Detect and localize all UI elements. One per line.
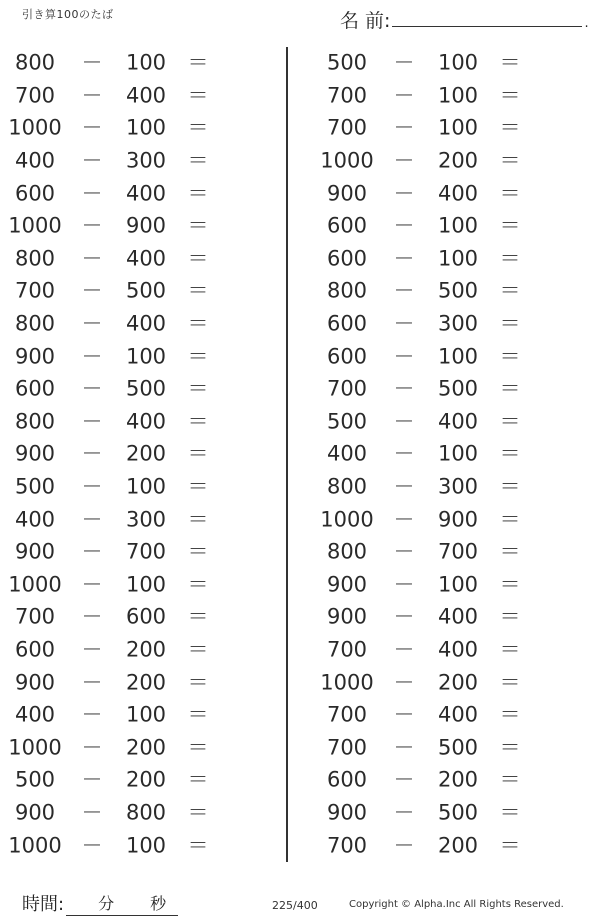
equals-sign: ＝ <box>187 833 209 858</box>
minus-sign: － <box>393 702 415 727</box>
subtrahend: 300 <box>437 311 479 336</box>
subtrahend: 700 <box>437 539 479 564</box>
subtrahend: 500 <box>125 376 167 401</box>
minuend: 600 <box>326 213 368 238</box>
minuend: 600 <box>326 344 368 369</box>
time-blank-line[interactable] <box>66 895 178 916</box>
subtrahend: 400 <box>437 702 479 727</box>
minus-sign: － <box>393 115 415 140</box>
minuend: 900 <box>14 670 56 695</box>
minuend: 800 <box>326 539 368 564</box>
minus-sign: － <box>81 344 103 369</box>
subtrahend: 400 <box>125 409 167 434</box>
subtrahend: 200 <box>437 767 479 792</box>
minuend: 1000 <box>320 148 374 173</box>
equals-sign: ＝ <box>499 148 521 173</box>
minuend: 700 <box>326 735 368 760</box>
subtrahend: 200 <box>125 637 167 662</box>
minuend: 1000 <box>8 833 62 858</box>
equals-sign: ＝ <box>499 604 521 629</box>
subtrahend: 400 <box>437 604 479 629</box>
minus-sign: － <box>393 767 415 792</box>
subtrahend: 900 <box>437 507 479 532</box>
minutes-label: 分 <box>98 894 115 913</box>
equals-sign: ＝ <box>499 572 521 597</box>
equals-sign: ＝ <box>499 409 521 434</box>
equals-sign: ＝ <box>499 833 521 858</box>
minuend: 900 <box>326 572 368 597</box>
minuend: 1000 <box>320 507 374 532</box>
subtrahend: 600 <box>125 604 167 629</box>
time-record <box>22 890 178 916</box>
subtrahend: 100 <box>437 50 479 75</box>
subtrahend: 200 <box>437 148 479 173</box>
minus-sign: － <box>393 735 415 760</box>
minus-sign: － <box>81 767 103 792</box>
equals-sign: ＝ <box>499 213 521 238</box>
minus-sign: － <box>81 833 103 858</box>
equals-sign: ＝ <box>187 83 209 108</box>
minus-sign: － <box>81 376 103 401</box>
minuend: 700 <box>14 278 56 303</box>
equals-sign: ＝ <box>187 181 209 206</box>
minus-sign: － <box>81 735 103 760</box>
page-number: 225/400 <box>272 899 318 912</box>
minus-sign: － <box>81 702 103 727</box>
minuend: 400 <box>326 441 368 466</box>
minuend: 900 <box>326 181 368 206</box>
minuend: 800 <box>326 474 368 499</box>
equals-sign: ＝ <box>499 344 521 369</box>
equals-sign: ＝ <box>187 507 209 532</box>
minus-sign: － <box>81 83 103 108</box>
subtrahend: 400 <box>125 246 167 271</box>
equals-sign: ＝ <box>499 246 521 271</box>
subtrahend: 100 <box>437 83 479 108</box>
equals-sign: ＝ <box>499 441 521 466</box>
equals-sign: ＝ <box>187 376 209 401</box>
minus-sign: － <box>81 441 103 466</box>
minuend: 700 <box>326 83 368 108</box>
subtrahend: 100 <box>125 702 167 727</box>
equals-sign: ＝ <box>499 702 521 727</box>
minus-sign: － <box>393 441 415 466</box>
minus-sign: － <box>393 604 415 629</box>
minus-sign: － <box>81 474 103 499</box>
subtrahend: 100 <box>125 115 167 140</box>
subtrahend: 900 <box>125 213 167 238</box>
minus-sign: － <box>393 670 415 695</box>
minus-sign: － <box>393 800 415 825</box>
minus-sign: － <box>81 572 103 597</box>
subtrahend: 100 <box>125 833 167 858</box>
equals-sign: ＝ <box>499 311 521 336</box>
minuend: 500 <box>326 409 368 434</box>
minus-sign: － <box>393 833 415 858</box>
equals-sign: ＝ <box>499 735 521 760</box>
minus-sign: － <box>393 572 415 597</box>
equals-sign: ＝ <box>187 409 209 434</box>
minuend: 900 <box>326 800 368 825</box>
subtrahend: 100 <box>437 213 479 238</box>
minuend: 1000 <box>8 213 62 238</box>
name-blank-line[interactable] <box>392 10 582 27</box>
minuend: 600 <box>326 311 368 336</box>
subtrahend: 100 <box>437 344 479 369</box>
subtrahend: 300 <box>125 507 167 532</box>
minus-sign: － <box>81 213 103 238</box>
equals-sign: ＝ <box>499 507 521 532</box>
time-label: 時間: <box>22 894 65 915</box>
minuend: 600 <box>14 181 56 206</box>
subtrahend: 500 <box>437 735 479 760</box>
minuend: 500 <box>14 767 56 792</box>
subtrahend: 400 <box>437 409 479 434</box>
equals-sign: ＝ <box>187 800 209 825</box>
seconds-label: 秒 <box>150 894 167 913</box>
subtrahend: 100 <box>437 115 479 140</box>
minuend: 800 <box>14 246 56 271</box>
minuend: 900 <box>326 604 368 629</box>
minus-sign: － <box>393 83 415 108</box>
equals-sign: ＝ <box>187 637 209 662</box>
equals-sign: ＝ <box>499 670 521 695</box>
equals-sign: ＝ <box>499 83 521 108</box>
minuend: 1000 <box>8 572 62 597</box>
minuend: 500 <box>326 50 368 75</box>
minus-sign: － <box>393 148 415 173</box>
subtrahend: 100 <box>125 572 167 597</box>
equals-sign: ＝ <box>499 50 521 75</box>
subtrahend: 100 <box>437 441 479 466</box>
minus-sign: － <box>393 246 415 271</box>
equals-sign: ＝ <box>499 474 521 499</box>
subtrahend: 200 <box>437 833 479 858</box>
minuend: 900 <box>14 344 56 369</box>
minuend: 700 <box>326 702 368 727</box>
worksheet-title: 引き算100のたば <box>22 8 114 21</box>
subtrahend: 300 <box>125 148 167 173</box>
minus-sign: － <box>81 604 103 629</box>
equals-sign: ＝ <box>187 148 209 173</box>
equals-sign: ＝ <box>499 637 521 662</box>
minus-sign: － <box>81 670 103 695</box>
equals-sign: ＝ <box>187 670 209 695</box>
subtrahend: 500 <box>437 376 479 401</box>
minuend: 800 <box>326 278 368 303</box>
minus-sign: － <box>81 50 103 75</box>
subtrahend: 100 <box>437 572 479 597</box>
subtrahend: 500 <box>437 800 479 825</box>
minuend: 400 <box>14 148 56 173</box>
minus-sign: － <box>393 213 415 238</box>
minuend: 700 <box>326 376 368 401</box>
subtrahend: 700 <box>125 539 167 564</box>
equals-sign: ＝ <box>187 604 209 629</box>
minus-sign: － <box>81 311 103 336</box>
equals-sign: ＝ <box>187 474 209 499</box>
minus-sign: － <box>81 278 103 303</box>
subtrahend: 100 <box>125 344 167 369</box>
equals-sign: ＝ <box>499 181 521 206</box>
subtrahend: 400 <box>437 181 479 206</box>
equals-sign: ＝ <box>187 572 209 597</box>
subtrahend: 200 <box>125 441 167 466</box>
equals-sign: ＝ <box>499 376 521 401</box>
equals-sign: ＝ <box>187 539 209 564</box>
name-end-mark: . <box>584 16 589 31</box>
minus-sign: － <box>81 409 103 434</box>
equals-sign: ＝ <box>187 115 209 140</box>
equals-sign: ＝ <box>187 311 209 336</box>
minus-sign: － <box>81 148 103 173</box>
minus-sign: － <box>81 637 103 662</box>
minus-sign: － <box>393 474 415 499</box>
minuend: 700 <box>326 115 368 140</box>
equals-sign: ＝ <box>499 115 521 140</box>
equals-sign: ＝ <box>187 735 209 760</box>
minuend: 1000 <box>8 115 62 140</box>
minuend: 700 <box>326 637 368 662</box>
minus-sign: － <box>393 409 415 434</box>
equals-sign: ＝ <box>187 50 209 75</box>
minus-sign: － <box>393 50 415 75</box>
subtrahend: 500 <box>437 278 479 303</box>
minuend: 400 <box>14 507 56 532</box>
subtrahend: 200 <box>125 735 167 760</box>
minuend: 500 <box>14 474 56 499</box>
minuend: 700 <box>14 83 56 108</box>
subtrahend: 500 <box>125 278 167 303</box>
subtrahend: 400 <box>437 637 479 662</box>
equals-sign: ＝ <box>187 767 209 792</box>
minus-sign: － <box>81 800 103 825</box>
minus-sign: － <box>81 507 103 532</box>
name-label: 名 前: <box>340 10 391 32</box>
subtrahend: 300 <box>437 474 479 499</box>
subtrahend: 400 <box>125 181 167 206</box>
minuend: 800 <box>14 409 56 434</box>
equals-sign: ＝ <box>499 767 521 792</box>
equals-sign: ＝ <box>187 441 209 466</box>
minuend: 900 <box>14 800 56 825</box>
equals-sign: ＝ <box>187 344 209 369</box>
minuend: 800 <box>14 50 56 75</box>
minus-sign: － <box>393 344 415 369</box>
subtrahend: 200 <box>125 767 167 792</box>
subtrahend: 200 <box>437 670 479 695</box>
minus-sign: － <box>393 539 415 564</box>
minus-sign: － <box>393 507 415 532</box>
equals-sign: ＝ <box>187 213 209 238</box>
equals-sign: ＝ <box>187 702 209 727</box>
minus-sign: － <box>393 311 415 336</box>
copyright-notice: Copyright © Alpha.Inc All Rights Reserved. <box>349 899 564 910</box>
minuend: 900 <box>14 539 56 564</box>
minuend: 400 <box>14 702 56 727</box>
subtrahend: 100 <box>437 246 479 271</box>
minuend: 1000 <box>8 735 62 760</box>
minus-sign: － <box>393 637 415 662</box>
subtrahend: 400 <box>125 83 167 108</box>
minus-sign: － <box>81 181 103 206</box>
minuend: 900 <box>14 441 56 466</box>
minus-sign: － <box>393 181 415 206</box>
minus-sign: － <box>81 115 103 140</box>
subtrahend: 800 <box>125 800 167 825</box>
equals-sign: ＝ <box>187 278 209 303</box>
column-divider <box>286 47 288 862</box>
minus-sign: － <box>81 539 103 564</box>
equals-sign: ＝ <box>499 539 521 564</box>
minuend: 700 <box>326 833 368 858</box>
minuend: 600 <box>14 637 56 662</box>
name-field <box>340 6 589 33</box>
equals-sign: ＝ <box>499 278 521 303</box>
subtrahend: 100 <box>125 474 167 499</box>
minus-sign: － <box>393 278 415 303</box>
minuend: 600 <box>326 246 368 271</box>
equals-sign: ＝ <box>187 246 209 271</box>
minuend: 600 <box>14 376 56 401</box>
minuend: 700 <box>14 604 56 629</box>
subtrahend: 200 <box>125 670 167 695</box>
minus-sign: － <box>393 376 415 401</box>
subtrahend: 400 <box>125 311 167 336</box>
minus-sign: － <box>81 246 103 271</box>
equals-sign: ＝ <box>499 800 521 825</box>
minuend: 600 <box>326 767 368 792</box>
subtrahend: 100 <box>125 50 167 75</box>
minuend: 800 <box>14 311 56 336</box>
minuend: 1000 <box>320 670 374 695</box>
